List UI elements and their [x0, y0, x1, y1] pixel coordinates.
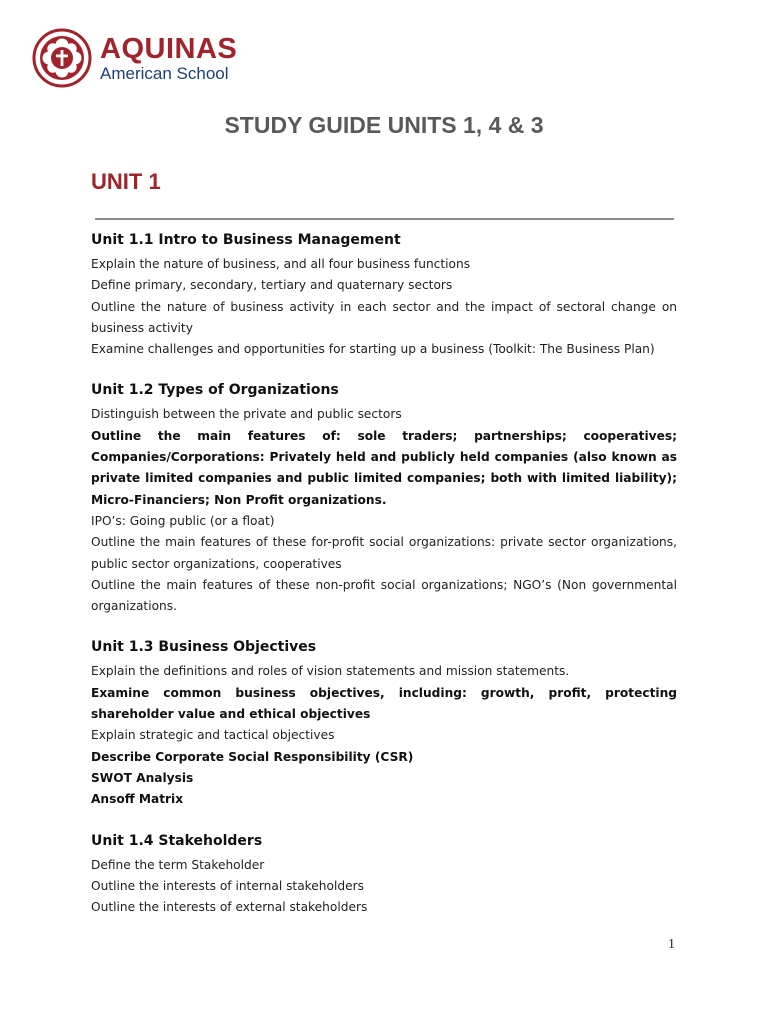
- section-title: Unit 1.3 Business Objectives: [91, 639, 317, 656]
- section-title: Unit 1.2 Types of Organizations: [91, 382, 339, 399]
- objective-line: Distinguish between the private and public sectors: [91, 407, 402, 422]
- horizontal-rule: [95, 218, 674, 220]
- section-title: Unit 1.4 Stakeholders: [91, 832, 263, 849]
- objective-line: Explain the nature of business, and all four business functions: [91, 257, 471, 271]
- study-section: [91, 229, 677, 360]
- unit-heading: UNIT 1: [91, 169, 161, 194]
- objective-line: Ansoff Matrix: [91, 792, 184, 807]
- objective-line: Outline the main features of these non-profit social organizations; NGO’s (Non governmental organizations.: [91, 577, 677, 614]
- section-title: Unit 1.1 Intro to Business Management: [91, 232, 401, 248]
- study-section: [91, 830, 677, 919]
- school-wordmark: [100, 32, 238, 83]
- school-name: AQUINAS: [100, 32, 238, 65]
- objective-line: SWOT Analysis: [91, 770, 194, 785]
- objective-line: Define primary, secondary, tertiary and quaternary sectors: [91, 278, 453, 293]
- objective-line: Explain strategic and tactical objectives: [91, 728, 335, 743]
- objective-line: Explain the definitions and roles of vision statements and mission statements.: [91, 664, 570, 679]
- study-guide-content: [91, 229, 677, 937]
- study-section: [91, 636, 677, 810]
- objective-line: Outline the main features of: sole traders; partnerships; cooperatives; Companies/Corporations: Privately held and publicly held companies (also known as private limited companies and public limited companies; both with limited liability); Micro-Financiers; Non Profit organizations.: [91, 428, 677, 507]
- school-logo: [32, 28, 237, 88]
- objective-line: IPO’s: Going public (or a float): [91, 513, 275, 528]
- objective-line: Outline the nature of business activity in each sector and the impact of sectoral change on business activity: [91, 299, 677, 335]
- objective-line: Outline the main features of these for-profit social organizations: private sector organizations, public sector organizations, cooperatives: [91, 535, 677, 571]
- section-list: [91, 229, 677, 918]
- objective-line: Describe Corporate Social Responsibility (CSR): [91, 749, 414, 764]
- page-number: 1: [668, 937, 675, 952]
- rose-cross-seal-icon: [32, 28, 92, 88]
- document-title: STUDY GUIDE UNITS 1, 4 & 3: [224, 112, 544, 138]
- objective-line: Outline the interests of external stakeholders: [91, 900, 368, 915]
- study-section: [91, 379, 677, 617]
- school-subtitle: American School: [100, 63, 229, 83]
- objective-line: Outline the interests of internal stakeholders: [91, 878, 364, 893]
- objective-line: Examine common business objectives, including: growth, profit, protecting shareholder value and ethical objectives: [91, 685, 677, 722]
- objective-line: Define the term Stakeholder: [91, 857, 265, 872]
- objective-line: Examine challenges and opportunities for starting up a business (Toolkit: The Business Plan): [91, 342, 655, 357]
